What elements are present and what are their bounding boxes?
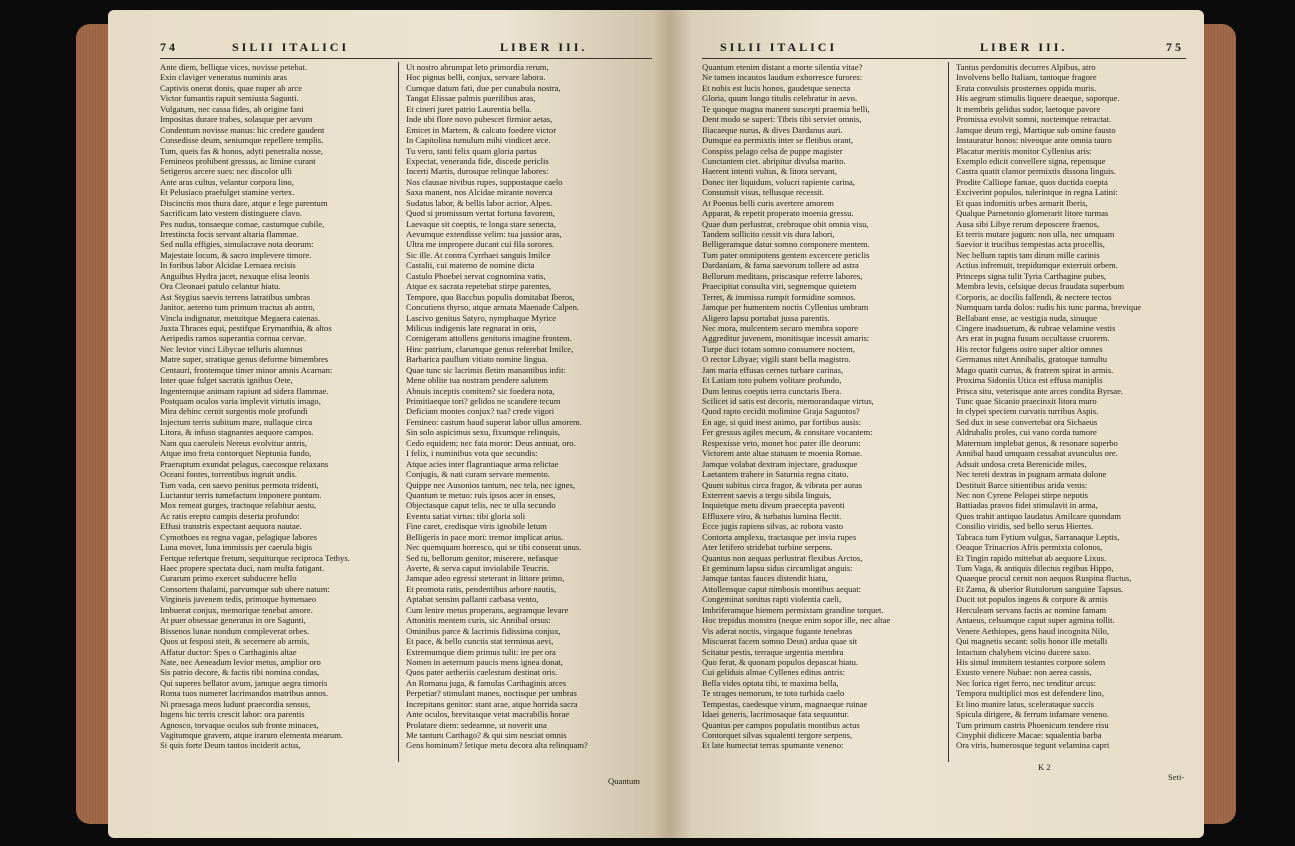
verse-line: Roma tuos numeret lacrimandos matribus annos. — [160, 688, 329, 699]
verse-line: Nos clausae nivibus rupes, suppostaque caelo — [406, 176, 563, 187]
verse-line: Dumque ea permixtis inter se fletibus orant, — [702, 135, 854, 146]
verse-line: Mago quatit currus, & fratrem spirat in armis. — [956, 364, 1114, 375]
verse-line: Atque imo freta contorquet Neptunia fundo, — [160, 448, 312, 459]
verse-line: Setigeros arcere sues: nec discolor ulli — [160, 166, 292, 177]
verse-line: Conjugis, & nati curam servare memento. — [406, 469, 550, 480]
verse-line: Battiadas pravos fidei stimulavit in arma, — [956, 500, 1098, 511]
verse-line: Matre super, stratique genus deforme bimembres — [160, 354, 329, 365]
verse-line: Affatur ductor: Spes o Carthaginis altae — [160, 646, 297, 657]
left-page — [108, 10, 670, 838]
verse-line: Emicet in Martem, & calcato foedere victor — [406, 124, 557, 135]
verse-line: Vincla indignatur, metuitque Megaera catenas. — [160, 312, 320, 323]
verse-line: Tantus perdomitis decurres Alpibus, atro — [956, 62, 1096, 72]
verse-line: Sudatus labor, & bellis labor acrior, Alpes. — [406, 197, 553, 208]
verse-line: Quae tunc sic lacrimis fletim manantibus infit: — [406, 364, 566, 375]
verse-line: Concutiens thyrso, atque armata Maenade Calpen. — [406, 302, 580, 313]
verse-line: Haerent intenti vultus, & litora servant, — [702, 166, 837, 177]
verse-line: Qui magnetis secant: solis honor ille metalli — [956, 636, 1108, 647]
right-running-head-right: LIBER III. — [980, 40, 1068, 54]
verse-line: Expectat, veneranda fide, discede periclis — [406, 155, 549, 166]
verse-line: In foribus labor Alcidae Lernaea recisis — [160, 260, 296, 271]
verse-line: Haec propere spectata duci, nam multa fatigant. — [160, 563, 325, 573]
verse-line: Instauratur honos: niveoque ante omnia tauro — [956, 135, 1112, 146]
verse-line: It membris gelidus sudor, laetoque pavore — [956, 103, 1101, 114]
verse-line: Scilicet id satis est decoris, memorandaque virtus, — [702, 396, 874, 406]
verse-line: Fertque refertque fretum, sequiturque reciproca Tethys. — [160, 552, 350, 563]
verse-line: Litora, & infuso stagnantes aequore campos. — [160, 427, 314, 438]
verse-line: Venere Aethiopes, gens haud incognita Nilo, — [956, 625, 1109, 636]
verse-line: Quos trahit antiquo laudatus Amilcare quondam — [956, 510, 1121, 521]
verse-line: Cymothoes ea regna vagae, pelagique labores — [160, 531, 318, 542]
open-book — [86, 10, 1226, 838]
verse-line: Exin claviger veneratus numinis aras — [160, 72, 287, 83]
verse-line: Aptabat sensim pallanti carbasa vento, — [406, 594, 539, 605]
verse-line: Vagitumque gravem, atque irarum elementa mearum. — [160, 730, 344, 740]
verse-line: Quantum etenim distant a morte silentia vitae? — [702, 62, 863, 72]
verse-line: Ausa sibi Libye rerum deposcere fraenos, — [956, 218, 1100, 229]
verse-line: O rector Libyae; vigili stant bella magistro. — [702, 354, 851, 365]
verse-line: Castra quatit clamor permixtis dissona linguis. — [956, 166, 1116, 177]
verse-line: Ante oculos, brevitasque vetat macrabilis horae — [406, 709, 570, 720]
verse-line: Consedisse deum, seniumque repellere templis. — [160, 135, 324, 146]
verse-line: Et nobis est lucis honos, gaudetque senecta — [702, 82, 851, 93]
verse-line: Aeripedis ramos superantia cornua cervae. — [160, 333, 307, 344]
verse-line: Inde ubi flore novo pubescet firmior aetas, — [406, 114, 553, 125]
verse-line: Impositas durare trabes, solasque per aevum — [160, 114, 313, 125]
verse-line: Quod rapto cecidit molimine Graja Saguntos? — [702, 406, 860, 417]
verse-line: Cunctantem ciet. abripitur divulsa marito. — [702, 155, 846, 166]
verse-line: Annibal haud umquam cessabat avunculus ore. — [956, 448, 1118, 459]
verse-line: Consilio viridis, sed bello serus Hiertes. — [956, 521, 1094, 532]
verse-line: Ater letifero stridebat turbine serpens. — [702, 542, 833, 553]
verse-line: Cinyphii didicere Macae: squalentia barba — [956, 730, 1102, 740]
verse-line: Belligeris in pace mori: tremor implicat artus. — [406, 531, 564, 542]
verse-line: Effusi transtris expectant aequora nautae. — [160, 521, 302, 532]
verse-line: Ecce jugis rapiens silvas, ac robora vasto — [702, 521, 844, 532]
verse-line: Primitiaeque tori? gelidos ne scandere tecum — [406, 396, 561, 406]
verse-line: Te strages nemorum, te toto turbida caelo — [702, 688, 845, 699]
verse-line: Sacrificam lato vestem distinguere clavo. — [160, 208, 302, 219]
verse-line: Ingentemque animam rapiunt ad sidera flammae. — [160, 385, 329, 396]
verse-line: Jamque deum regi, Martique sub omine fausto — [956, 124, 1116, 135]
verse-line: Eruta convulsis prosternes oppida muris. — [956, 82, 1097, 93]
verse-line: Et Tingin rapido mittebat ab aequore Lixus. — [956, 552, 1107, 563]
verse-line: Pes nudus, tonsaeque comae, castumque cubile, — [160, 218, 325, 229]
right-catchword: Seti- — [1168, 772, 1185, 782]
verse-line: Spicula dirigere, & ferrum infamare veneno. — [956, 709, 1109, 720]
verse-line: Tandem sollicito cessit vis dura labori, — [702, 229, 835, 239]
right-column-1 — [702, 62, 944, 751]
verse-line: Tempore, quo Bacchus populis domitabat Iberos, — [406, 291, 575, 302]
verse-line: Vulgatum, nec cassa fides, ab origine fani — [160, 103, 304, 114]
verse-line: Et Zama, & uberior Rutulorum sanguine Tapsus. — [956, 583, 1124, 594]
verse-line: Gens hominum? letique metu decora alta relinquam? — [406, 740, 588, 751]
verse-line: Hoc trepidus monstro (neque enim sopor ille, nec altae — [702, 615, 891, 626]
verse-line: Exciverint populos, tulerintque in regna Latini: — [956, 187, 1118, 198]
verse-line: Femineos prohibent gressus, ac limine curant — [160, 155, 316, 166]
left-header-rule — [160, 58, 652, 59]
verse-line: Tunc quae Sicanio praecinxit litora muro — [956, 396, 1097, 406]
verse-line: Ora viris, humerosque tegunt velamina capri — [956, 740, 1110, 751]
verse-line: Dent modo se superi: Tibris tibi serviet omnis, — [702, 114, 862, 125]
verse-line: Prodite Calliope famae, quos ductida coepta — [956, 176, 1108, 187]
verse-line: Juxta Thraces equi, pestifque Erymanthia, & altos — [160, 322, 332, 333]
verse-line: Maternum implebat genus, & resonare superbo — [956, 437, 1118, 448]
verse-line: Incerti Martis, durosque relinque labores: — [406, 166, 549, 177]
verse-line: Princeps signa tulit Tyria Carthagine pubes, — [956, 270, 1107, 281]
verse-line: Quaeque procul cernit non aequos Ruspina fluctus, — [956, 573, 1132, 584]
verse-line: Effluxere viro, & turbatus lumina flectit. — [702, 510, 842, 521]
verse-line: Quo ferat, & quonam populos depascat hiatu. — [702, 656, 859, 667]
verse-line: Qui superes bellator avum, jamque aegra timoris — [160, 677, 328, 688]
verse-line: Quae dum perlustrat, crebroque obit omnia visu, — [702, 218, 869, 229]
verse-line: Nec levior vinci Libycae telluris alumnus — [160, 343, 303, 354]
verse-line: Et lino munire latus, scelerataque succis — [956, 698, 1094, 709]
verse-line: Aldrubalis proles, cui vano corda tumore — [956, 427, 1097, 438]
verse-line: Quos pater aetheriis caelestum destinat oris. — [406, 667, 558, 678]
verse-line: Et promota ratis, pendentibus arbore nautis, — [406, 583, 557, 594]
verse-line: Increpitans genitor: stant arae, atque horrida sacra — [406, 698, 578, 709]
verse-line: Curarum primo exercet subducere bello — [160, 573, 297, 584]
verse-line: Nec non Cyrene Pelopei stirpe nepotis — [956, 489, 1088, 500]
verse-line: Te quoque magna manent suscepti praemia belli, — [702, 103, 870, 114]
verse-line: Idaei generis, lacrimosaque fata sequuntur. — [702, 709, 849, 720]
verse-line: Turpe duci totam somno consumere noctem, — [702, 343, 855, 354]
verse-line: Quod si promissum vertat fortuna favorem, — [406, 208, 555, 219]
verse-line: Nomen in aeternum paucis mens ignea donat, — [406, 656, 563, 667]
left-page-number: 74 — [160, 40, 178, 54]
verse-line: Ante aras cultus, velantur corpora lino, — [160, 176, 294, 187]
verse-line: Irrestincta focis servant altaria flammae. — [160, 229, 299, 239]
right-column-divider — [948, 62, 949, 762]
verse-line: Saxa manent, nos Alcidae mirante noverca — [406, 187, 553, 198]
verse-line: Attollensque caput nimbosis montibus aequat: — [702, 583, 861, 594]
verse-line: Promissa evolvit somni, noctemque retractat. — [956, 114, 1112, 125]
verse-line: Tum, queis fas & honos, adyti penetralia nosse, — [160, 145, 323, 156]
verse-line: Extremumque diem primus tulit: ire per ora — [406, 646, 556, 657]
verse-line: Mira dehinc cernit surgentis mole profundi — [160, 406, 308, 417]
verse-line: Consortem thalami, parvumque sub ubere natum: — [160, 583, 330, 594]
verse-line: Herculeam servans factis ac nomine famam — [956, 604, 1107, 615]
verse-line: Terret, & immissa rumpit formidine somnos. — [702, 291, 856, 302]
verse-line: Quantus per campos populatis montibus actus — [702, 719, 860, 730]
verse-line: Imbuerat conjux, memorique tenebat amore. — [160, 604, 313, 615]
verse-line: Tabraca tum Fytium vulgus, Sarranaque Leptis, — [956, 531, 1120, 542]
verse-line: Tum Vaga, & antiquis dilectus regibus Hippo, — [956, 563, 1114, 573]
left-column-2 — [406, 62, 652, 751]
left-running-head-right: LIBER III. — [500, 40, 588, 54]
verse-line: En age, si quid inest animo, par fortibus ausis: — [702, 416, 861, 427]
verse-line: Et Latiam toto pubem volitare profundo, — [702, 375, 842, 386]
verse-line: Sin solo aspicimus sexu, fixumque relinquis, — [406, 427, 560, 438]
verse-line: Jamque per humentem noctis Cyllenius umbram — [702, 302, 869, 313]
verse-line: Adsuit undosa creta Berenicide miles, — [956, 458, 1087, 469]
verse-line: Prolatare diem: sedeamne, ut noverit una — [406, 719, 547, 730]
verse-line: Aggreditur juvenem, monitisque incessit amaris: — [702, 333, 870, 344]
verse-line: Lascivo genitus Satyro, nymphaque Myrice — [406, 312, 557, 323]
verse-line: Exemplo edicit convellere signa, repensque — [956, 155, 1106, 166]
verse-line: Jamque tantas fauces distendit hiatu, — [702, 573, 828, 584]
verse-line: Vis aderat noctis, virgaque fugante tenebras — [702, 625, 853, 636]
verse-line: Numquam tarda dolos: rudis his tunc parma, brevique — [956, 302, 1142, 313]
verse-line: Praeruptum exundat pelagus, caecosque relaxans — [160, 458, 329, 469]
verse-line: Attonitis mentem curis, sic Annibal orsus: — [406, 615, 551, 626]
verse-line: Ultra me impropere ducant cui fila sorores. — [406, 239, 555, 250]
verse-line: Luctantur terris tumefactum imponere pontum. — [160, 489, 322, 500]
verse-line: Et terris mutare jugum: non ulla, nec umquam — [956, 229, 1115, 239]
verse-line: Victorem ante altae statuam te moenia Romae. — [702, 448, 863, 459]
verse-line: Destituit Barce sitientibus arida venis: — [956, 479, 1088, 490]
verse-line: Injectum terris subitum mare, nullaque circa — [160, 416, 313, 427]
verse-line: Postquam oculos varia implevit virtutis imago, — [160, 396, 321, 406]
verse-line: Inquietque metu divum praecepta paventi — [702, 500, 845, 511]
verse-line: Quantum te metuo: ruis ipsos acer in enses, — [406, 489, 556, 500]
verse-line: Tempora multiplici mos est defendere lino, — [956, 688, 1104, 699]
verse-line: Castulo Phoebei servat cognomina vatis, — [406, 270, 546, 281]
verse-line: Discinctis mos thura dare, atque e lege parentum — [160, 197, 328, 208]
verse-line: Ducit tot populos ingens & corpore & armis — [956, 594, 1108, 605]
verse-line: Objectasque caput telis, nec te ulla secundo — [406, 500, 556, 511]
verse-line: Gloria, quum longo titulis celebratur in aevo. — [702, 93, 858, 104]
verse-line: Averte, & serva caput inviolabile Teucris. — [406, 563, 549, 573]
verse-line: His rector fulgens ostro super altior omnes — [956, 343, 1103, 354]
verse-line: Milicus indigenis late regnarat in oris, — [406, 322, 537, 333]
verse-line: Dardaniam, & fama saevorum tollere ad astra — [702, 260, 859, 271]
verse-line: Membra levis, celsique decus fraudata superbum — [956, 281, 1124, 292]
verse-line: Dum lentus coeptis terra cunctaris Ibera. — [702, 385, 842, 396]
verse-line: Quantus non aequas perlustrat flexibus Arctos, — [702, 552, 863, 563]
verse-line: Antaeus, celsumque caput super agmina tollit. — [956, 615, 1115, 626]
verse-line: Respexisse veto, monet hoc pater ille deorum: — [702, 437, 861, 448]
verse-line: Hoc pignus belli, conjux, servare labora. — [406, 72, 546, 83]
verse-line: Exterrent saevis a tergo sibila linguis, — [702, 489, 832, 500]
verse-line: Victor fumantis rapuit semiusta Sagunti. — [160, 93, 299, 104]
verse-line: Conspiss pelago celsa de puppe magister — [702, 145, 843, 156]
verse-line: Femineo: castum haud superat labor ullus amorem. — [406, 416, 582, 427]
verse-line: Tangat Elissae palmis puerilibus aras, — [406, 93, 536, 104]
verse-line: Belligeramque datur somno componere mentem. — [702, 239, 870, 250]
verse-line: Ne tamen incautos laudum exhorresce furores: — [702, 72, 863, 83]
verse-line: Et cineri juret patrio Laurentia bella. — [406, 103, 532, 114]
verse-line: Nec tereti dextras in pugnam armata dolone — [956, 469, 1107, 480]
verse-line: Tempestas, caedesque virum, magnaeque ruinae — [702, 698, 868, 709]
verse-line: Quippe nec Ausonios tantum, nec tela, nec ignes, — [406, 479, 575, 490]
verse-line: Tum pater omnipotens gentem excercere periclis — [702, 249, 870, 260]
verse-line: Virgineis juvenem tedis, primoque hymenaeo — [160, 594, 317, 605]
verse-line: Mene oblite tua nostram pendere salutem — [406, 375, 548, 386]
verse-line: At puer obsessae generatus in ore Sagunti, — [160, 615, 306, 626]
verse-line: Sic ille. At contra Cyrrhaei sanguis Imilce — [406, 249, 551, 260]
verse-line: Nec mora, mulcentem securo membra sopore — [702, 322, 859, 333]
verse-line: Bellabant ense, ac vestigia nuda, sinuque — [956, 312, 1098, 323]
verse-line: Nam qua caeruleis Nereus evolvitur antris, — [160, 437, 307, 448]
verse-line: Condentum novisse manus: hic credere gaudent — [160, 124, 325, 135]
verse-line: Ast Stygius saevis terrens latratibus umbras — [160, 291, 311, 302]
right-column-2 — [956, 62, 1192, 751]
verse-line: Sis patrio decore, & factis tibi nomina condas, — [160, 667, 320, 678]
verse-line: Barbarica paullum vitiato nomine lingua. — [406, 354, 548, 365]
verse-line: Fine caret, credisque viris ignobile letum — [406, 521, 547, 532]
verse-line: Quum subitus circa fragor, & vibrata per auras — [702, 479, 863, 490]
verse-line: Cui geliduis almae Cyllenes editus antris: — [702, 667, 845, 678]
verse-line: Apparat, & repetit properato moenia gressu. — [702, 208, 854, 219]
verse-line: Actius infremuit, trepidumque exterruit orbem. — [956, 260, 1118, 271]
verse-line: Et geminum lapsu sidus circumligat anguis: — [702, 563, 853, 573]
verse-line: Corporis, ac docilis fallendi, & nectere tectos — [956, 291, 1112, 302]
verse-line: Atque acies inter flagrantiaque arma relictae — [406, 458, 559, 469]
verse-line: Nec lorica riget ferro, nec tenditur arcus: — [956, 677, 1097, 688]
right-page — [670, 10, 1204, 838]
verse-line: Centauri, frontemque timer minor amnis Acarnan: — [160, 364, 333, 375]
verse-line: Castalii, cui materno de nomine dicta — [406, 260, 535, 271]
verse-line: Aligero lapsu portabat jussa parentis. — [702, 312, 830, 323]
verse-line: Ante diem, bellique vices, novisse petebat. — [160, 62, 308, 72]
verse-line: Jamque adeo egressi steterant in littore primo, — [406, 573, 565, 584]
verse-line: Et late humectat terras spumante veneno: — [702, 740, 844, 751]
verse-line: Jamque volabat dextram injectare, gradusque — [702, 458, 858, 469]
verse-line: An Romana juga, & famulas Carthaginis arces — [406, 677, 567, 688]
right-page-number: 75 — [1166, 40, 1184, 54]
verse-line: Perpetiar? stimulant manes, noctisque per umbras — [406, 688, 577, 699]
verse-line: Ingens hic terris crescit labor: ora parentis — [160, 709, 305, 720]
verse-line: Majestate locum, & sacro implevere timore. — [160, 249, 312, 260]
verse-line: Proxima Sidoniis Utica est effusa maniplis — [956, 375, 1103, 386]
verse-line: Tum primum castris Phoenicum tendere risu — [956, 719, 1109, 730]
verse-line: Ominibus parce & lacrimis fidissima conjux, — [406, 625, 561, 636]
verse-line: In Capitolina tumulum mihi vindicet arce. — [406, 135, 551, 146]
verse-line: Intactum chalybem vicino ducere saxo. — [956, 646, 1091, 657]
verse-line: I felix, i numinibus vota que secundis: — [406, 448, 538, 459]
verse-line: Nec bellum raptis tam dirum mille carinis — [956, 249, 1100, 260]
right-signature: K 2 — [1038, 762, 1051, 772]
verse-line: Anguibus Hydra jacet, nexuque elisa leonis — [160, 270, 310, 281]
verse-line: Iliacaeque nurus, & dives Dardanus auri. — [702, 124, 843, 135]
verse-line: Ut nostro abrumpat leto primordia rerum, — [406, 62, 549, 72]
verse-line: Quos ut fesposi steit, & secernere ab armis, — [160, 636, 310, 647]
verse-line: Mox remeat gurges, tractoque relabitur aestu, — [160, 500, 317, 511]
verse-line: Laetantem trahere in Saturnia regna citato. — [702, 469, 849, 480]
left-catchword: Quantum — [608, 776, 640, 786]
verse-line: Cornigeram attollens genitoris imagine frontem. — [406, 333, 572, 344]
verse-line: Oceani fontes, torrentibus ingruit undis. — [160, 469, 297, 480]
verse-line: Et pace, & bello cunctis stat terminus aevi, — [406, 636, 554, 647]
verse-line: Ac ratis erepto campis deserta profundo: — [160, 510, 300, 521]
verse-line: Sed nulla effigies, simulacrave nota deorum: — [160, 239, 314, 250]
left-running-head-left: SILII ITALICI — [232, 40, 350, 54]
verse-line: Tu vero, tanti felix quam gloria partus — [406, 145, 537, 156]
verse-line: Bella vides optata tibi, te maxima bella, — [702, 677, 839, 688]
verse-line: Qualque Parnetonio glomerarit litore turmas — [956, 208, 1109, 219]
verse-line: Si quis forte Deum tantos inciderit actus, — [160, 740, 301, 751]
verse-line: Agnosco, torvaque oculos sub fronte minaces, — [160, 719, 319, 730]
verse-line: Luna movet, luna immissis per caerula bigis — [160, 542, 313, 553]
right-running-head-left: SILII ITALICI — [720, 40, 838, 54]
verse-line: In clypei speciem curvatis turribus Aspis. — [956, 406, 1099, 417]
verse-line: His aegrum stimulis liquere deaeque, soporque. — [956, 93, 1120, 104]
verse-line: Inter quae fulget sacratis ignibus Oete, — [160, 375, 293, 386]
verse-line: Et quas indomitis urbes armarit Iberis, — [956, 197, 1088, 208]
verse-line: Bissenos lunae nondum compleverat orbes. — [160, 625, 310, 636]
verse-line: Scitatur pestis, terraque urgentia membra — [702, 646, 844, 657]
verse-line: Ni praesaga meos ludunt praecordia sensus, — [160, 698, 311, 709]
verse-line: Bellorum meditans, priscasque referre labores, — [702, 270, 863, 281]
verse-line: Cedo equidem; nec fata moror: Deus annuat, oro. — [406, 437, 576, 448]
verse-line: Captivis onerat donis, quae nuper ab arce — [160, 82, 302, 93]
verse-line: Nate, nec Aeneadum levior metus, amplior oro — [160, 656, 321, 667]
verse-line: Exusto venere Nubae: non aerea cassis, — [956, 667, 1092, 678]
verse-line: Contorquet silvas squalenti tergore serpens, — [702, 730, 852, 740]
verse-line: Imbriferamque hiemem permixtam grandine torquet. — [702, 604, 884, 615]
verse-line: Congeminat sonitus rapti violentia caeli, — [702, 594, 842, 605]
left-column-divider — [398, 62, 399, 762]
verse-line: Laevaque sit coeptis, te longa stare senecta, — [406, 218, 556, 229]
verse-line: His simul immitem testantes corpore solem — [956, 656, 1106, 667]
verse-line: Saevior it trucibus tempestas acta procellis, — [956, 239, 1105, 250]
verse-line: Ars erat in pugna fusum occultasse cruorem. — [956, 333, 1110, 344]
right-header-rule — [702, 58, 1186, 59]
verse-line: Et Pelusiaco praefulget stamine vertex. — [160, 187, 295, 198]
verse-line: At Poenus belli curis avertere amorem — [702, 197, 834, 208]
verse-line: Cumque datum fati, due per cunabula nostra, — [406, 82, 561, 93]
verse-line: Cum lenire metus properans, aegramque levare — [406, 604, 569, 615]
verse-line: Eventu satiat virtus: tibi gloria soli — [406, 510, 526, 521]
verse-line: Germanus nitet Annibalis, gratoque tumultu — [956, 354, 1108, 365]
verse-line: Tum vada, cen saevo penitus permota tridenti, — [160, 479, 319, 490]
verse-line: Me tantum Carthago? & qui sim nesciat omnis — [406, 730, 567, 740]
verse-line: Nec quemquam horresco, qui se tibi conserat unus. — [406, 542, 582, 553]
verse-line: Hinc patrium, clarumque genus referebat Imilce, — [406, 343, 574, 354]
verse-line: Ora Cleonaei patulo celantur hiatu. — [160, 281, 281, 292]
verse-line: Placatur meritis monitor Cyllenius aris: — [956, 145, 1092, 156]
verse-line: Miscuerat facem somno Deus) ardua quae sit — [702, 636, 858, 647]
verse-line: Abnuis inceptis comitem? sic foedera nota, — [406, 385, 555, 396]
verse-line: Jam maria effusas cernes turbare carinas, — [702, 364, 844, 375]
verse-line: Deficiam montes conjux? tua? crede vigori — [406, 406, 555, 417]
verse-line: Atque ex sacrata repetebat stirpe parentes, — [406, 281, 552, 292]
verse-line: Praecipitat consulta viri, segnemque quietem — [702, 281, 857, 292]
verse-line: Cingere inadsuetum, & rubrae velamine vestis — [956, 322, 1116, 333]
verse-line: Contorta amplexu, tractasque per invia rupes — [702, 531, 857, 542]
verse-line: Consumsit visus, tellusque recessit. — [702, 187, 824, 198]
verse-line: Involvens bello Italiam, tantoque fragore — [956, 72, 1097, 83]
verse-line: Prisca situ, veterisque ante arces condita Byrsae. — [956, 385, 1124, 396]
verse-line: Donec iter liquidum, volucri rapiente carina, — [702, 176, 855, 187]
verse-line: Janitor, aeterno tum primum tractus ab antro, — [160, 302, 315, 313]
verse-line: Aevumque extendisse velim: tua jussior aras, — [406, 229, 562, 239]
verse-line: Sed tu, bellorum genitor, miserere, nefasque — [406, 552, 558, 563]
verse-line: Oeaque Trinacrios Afris permixta colonos, — [956, 542, 1103, 553]
left-column-1 — [160, 62, 396, 751]
verse-line: Sed dux in sese convertebat ora Sichaeus — [956, 416, 1098, 427]
verse-line: Fer gressus agiles mecum, & consitare vocantem: — [702, 427, 873, 438]
